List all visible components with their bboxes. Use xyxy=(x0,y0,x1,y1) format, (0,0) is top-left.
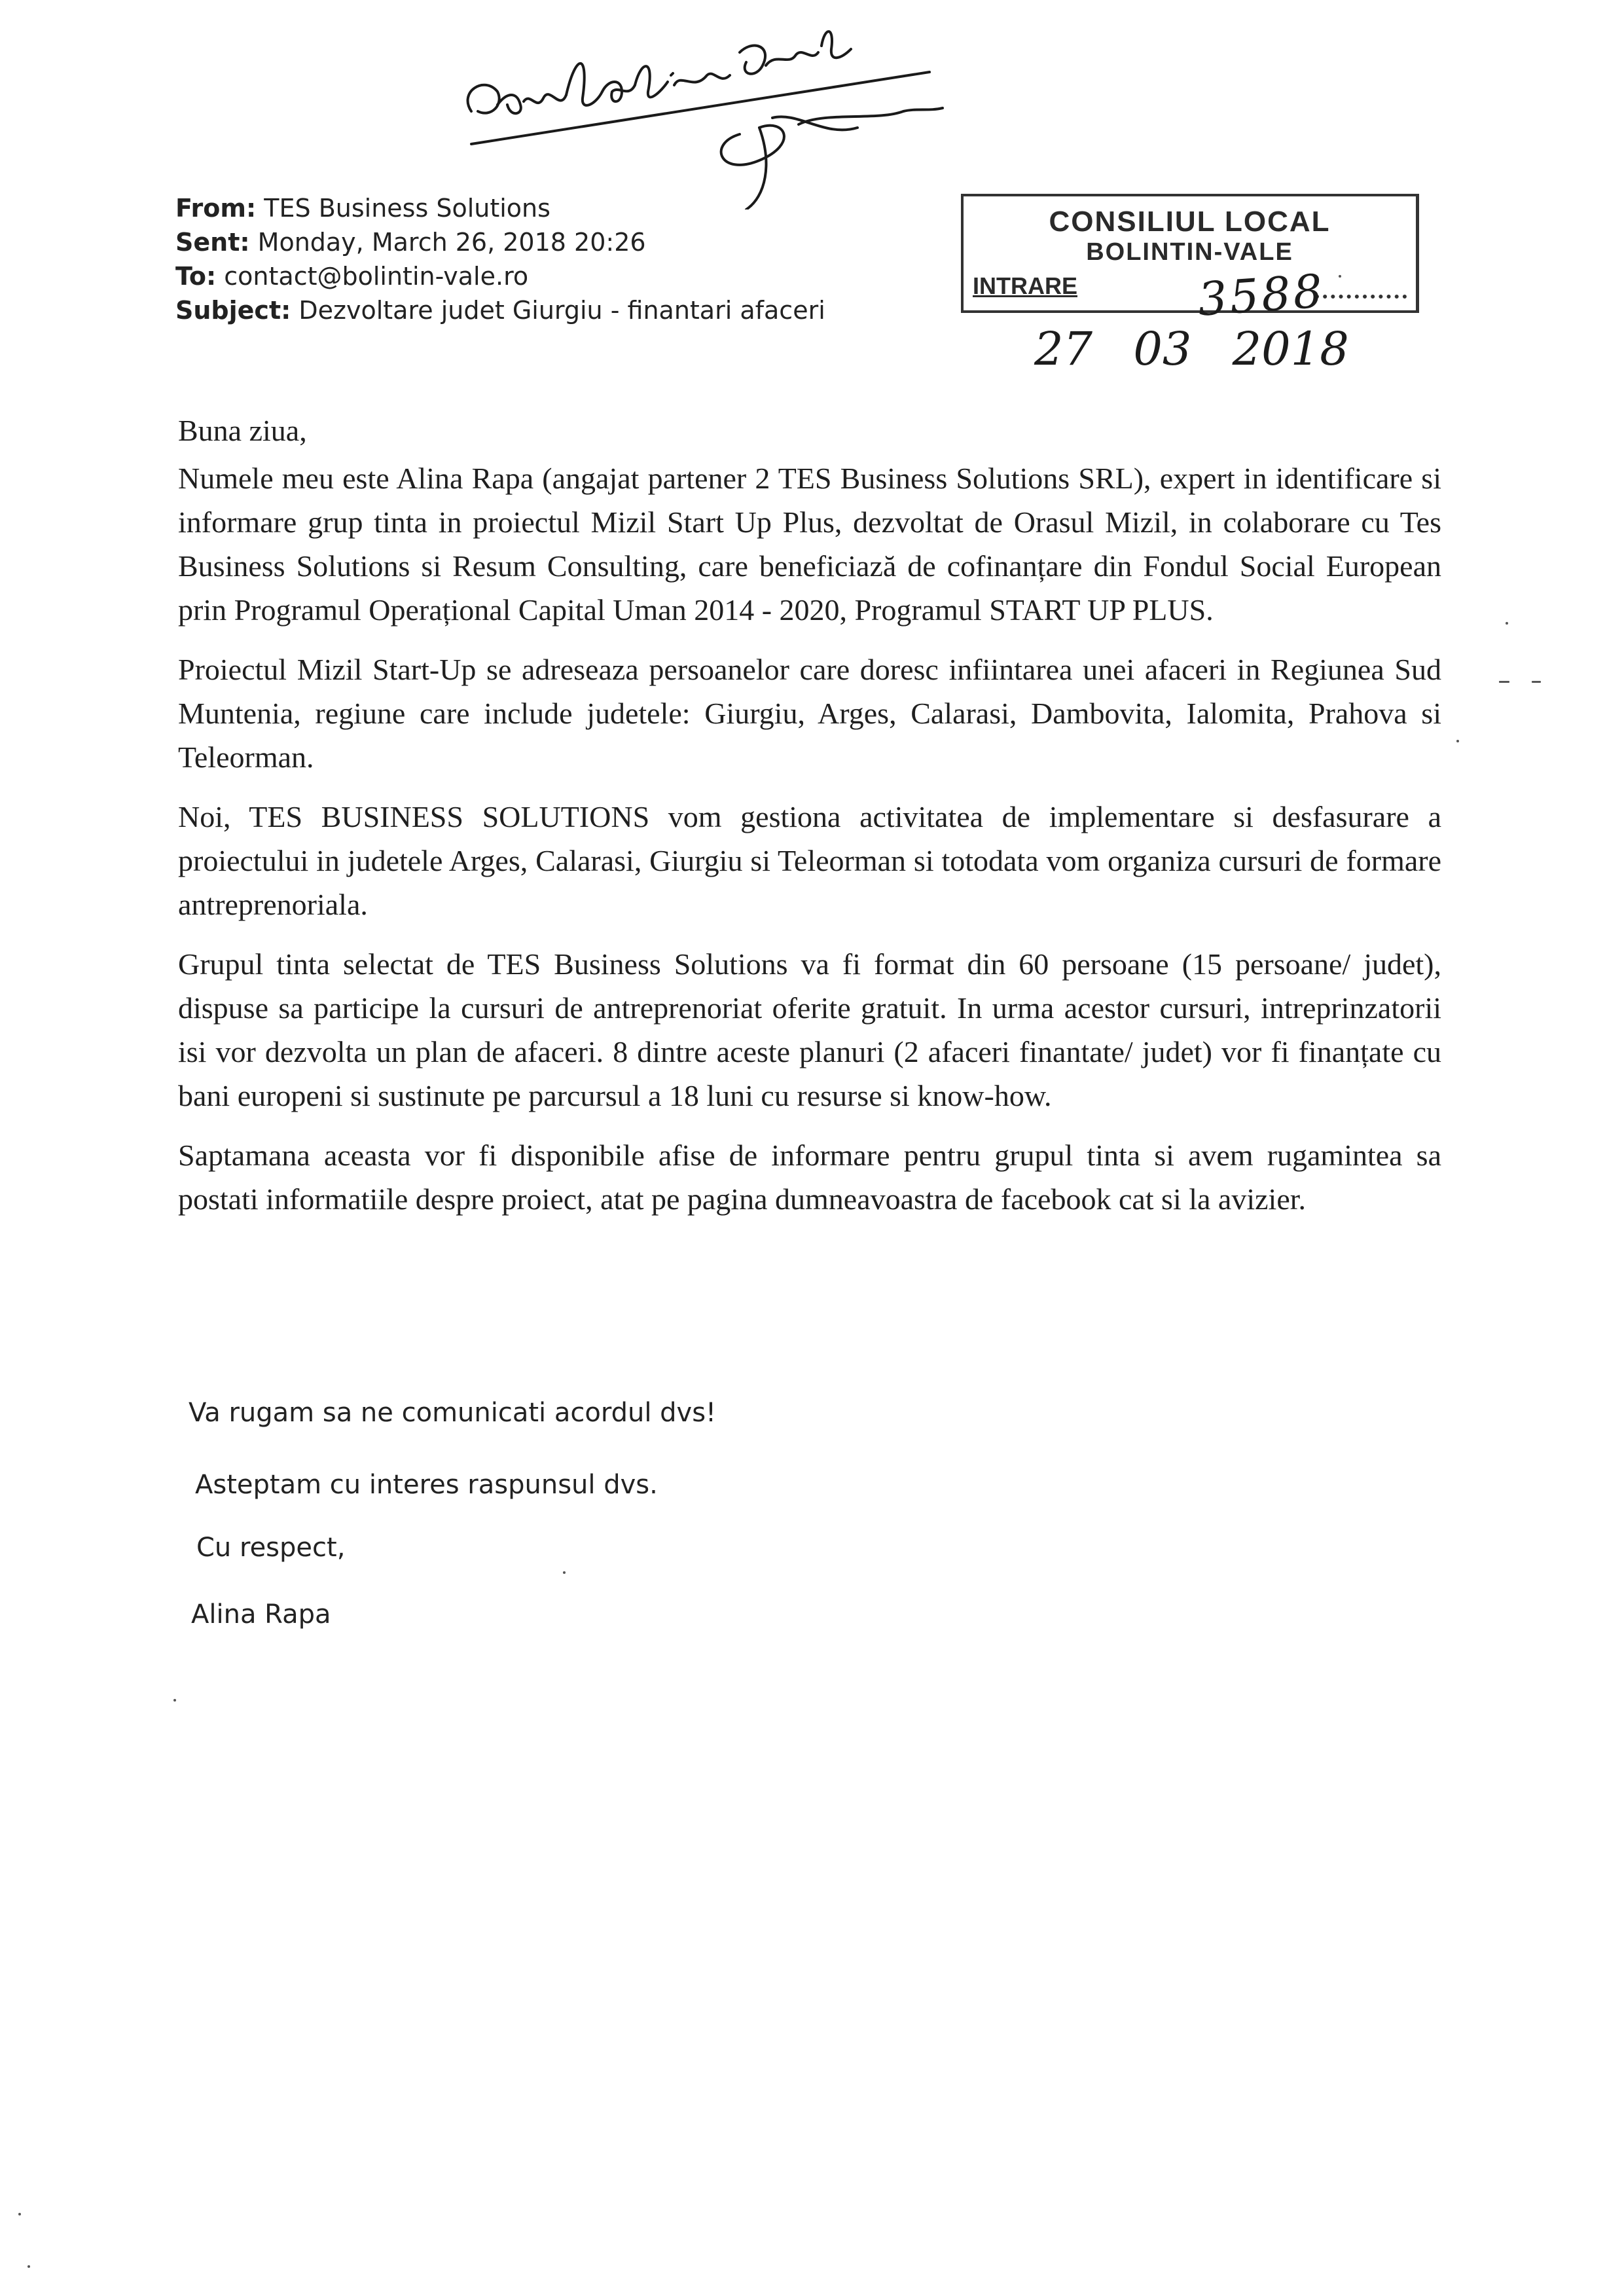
to-value: contact@bolintin-vale.ro xyxy=(224,262,529,291)
scan-speck xyxy=(1499,681,1509,683)
scan-speck xyxy=(1456,740,1459,742)
subject-value: Dezvoltare judet Giurgiu - finantari afaceri xyxy=(298,296,825,325)
stamp-entry-label: INTRARE xyxy=(973,272,1077,299)
signature-name: Alina Rapa xyxy=(191,1599,331,1630)
sent-label: Sent: xyxy=(175,228,250,257)
greeting: Buna ziua, xyxy=(178,414,307,447)
scan-speck xyxy=(27,2265,30,2268)
to-row xyxy=(175,259,825,293)
paragraph-implementation: Noi, TES BUSINESS SOLUTIONS vom gestiona activitatea de implementare si desfasurare a proiectului in judetele Arges, Calarasi, Giurgiu si Teleorman si totodata vom organiza cursuri de formare antreprenoriala. xyxy=(178,800,1441,921)
stamp-date: 27 03 2018 xyxy=(1034,322,1349,376)
to-label: To: xyxy=(175,262,217,291)
closing-awaiting: Asteptam cu interes raspunsul dvs. xyxy=(195,1470,658,1500)
from-label: From: xyxy=(175,194,257,223)
paragraph-target-group: Grupul tinta selectat de TES Business Solutions va fi format din 60 persoane (15 persoane/ judet), dispuse sa participe la cursuri de antreprenoriat oferite gratuit. In urma acestor cursuri, intreprinzatorii isi vor dezvolta un plan de afaceri. 8 dintre aceste planuri (2 afaceri finantate/ judet) vor fi finanțate cu bani europeni si sustinute pe parcursul a 18 luni cu resurse si know-how. xyxy=(178,947,1441,1112)
stamp-locality: BOLINTIN-VALE xyxy=(1086,238,1293,266)
email-header xyxy=(175,191,825,327)
subject-row xyxy=(175,293,825,327)
sent-value: Monday, March 26, 2018 20:26 xyxy=(257,228,646,257)
registration-stamp xyxy=(961,194,1419,313)
sent-row xyxy=(175,225,825,259)
scan-speck xyxy=(1506,622,1508,625)
paragraph-request: Saptamana aceasta vor fi disponibile afise de informare pentru grupul tinta si avem rugamintea sa postati informatiile despre proiect, atat pe pagina dumneavoastra de facebook cat si la avizier. xyxy=(178,1139,1441,1216)
scan-speck xyxy=(1532,681,1541,683)
closing-request: Va rugam sa ne comunicati acordul dvs! xyxy=(189,1398,717,1428)
stamp-dotted-line xyxy=(1315,295,1407,299)
subject-label: Subject: xyxy=(175,296,291,325)
scan-speck xyxy=(18,2213,21,2215)
stamp-registration-number: 3588 xyxy=(1196,264,1327,327)
from-value: TES Business Solutions xyxy=(264,194,550,223)
closing-regards: Cu respect, xyxy=(196,1533,346,1563)
scan-speck xyxy=(173,1699,176,1702)
scan-speck xyxy=(1339,275,1341,278)
paragraph-project: Proiectul Mizil Start-Up se adreseaza persoanelor care doresc infiintarea unei afaceri in Regiunea Sud Muntenia, regiune care include judetele: Giurgiu, Arges, Calarasi, Dambovita, Ialomita, Prahova si Teleorman. xyxy=(178,653,1441,774)
stamp-title: CONSILIUL LOCAL xyxy=(1049,206,1331,238)
from-row xyxy=(175,191,825,225)
letter-body xyxy=(178,409,1441,1237)
handwritten-annotation xyxy=(432,13,969,210)
paragraph-intro: Numele meu este Alina Rapa (angajat partener 2 TES Business Solutions SRL), expert in identificare si informare grup tinta in proiectul Mizil Start Up Plus, dezvoltat de Orasul Mizil, in colaborare cu Tes Business Solutions si Resum Consulting, care beneficiază de cofinanțare din Fondul Social European prin Programul Operațional Capital Uman 2014 - 2020, Programul START UP PLUS. xyxy=(178,462,1441,627)
scan-speck xyxy=(563,1571,566,1574)
